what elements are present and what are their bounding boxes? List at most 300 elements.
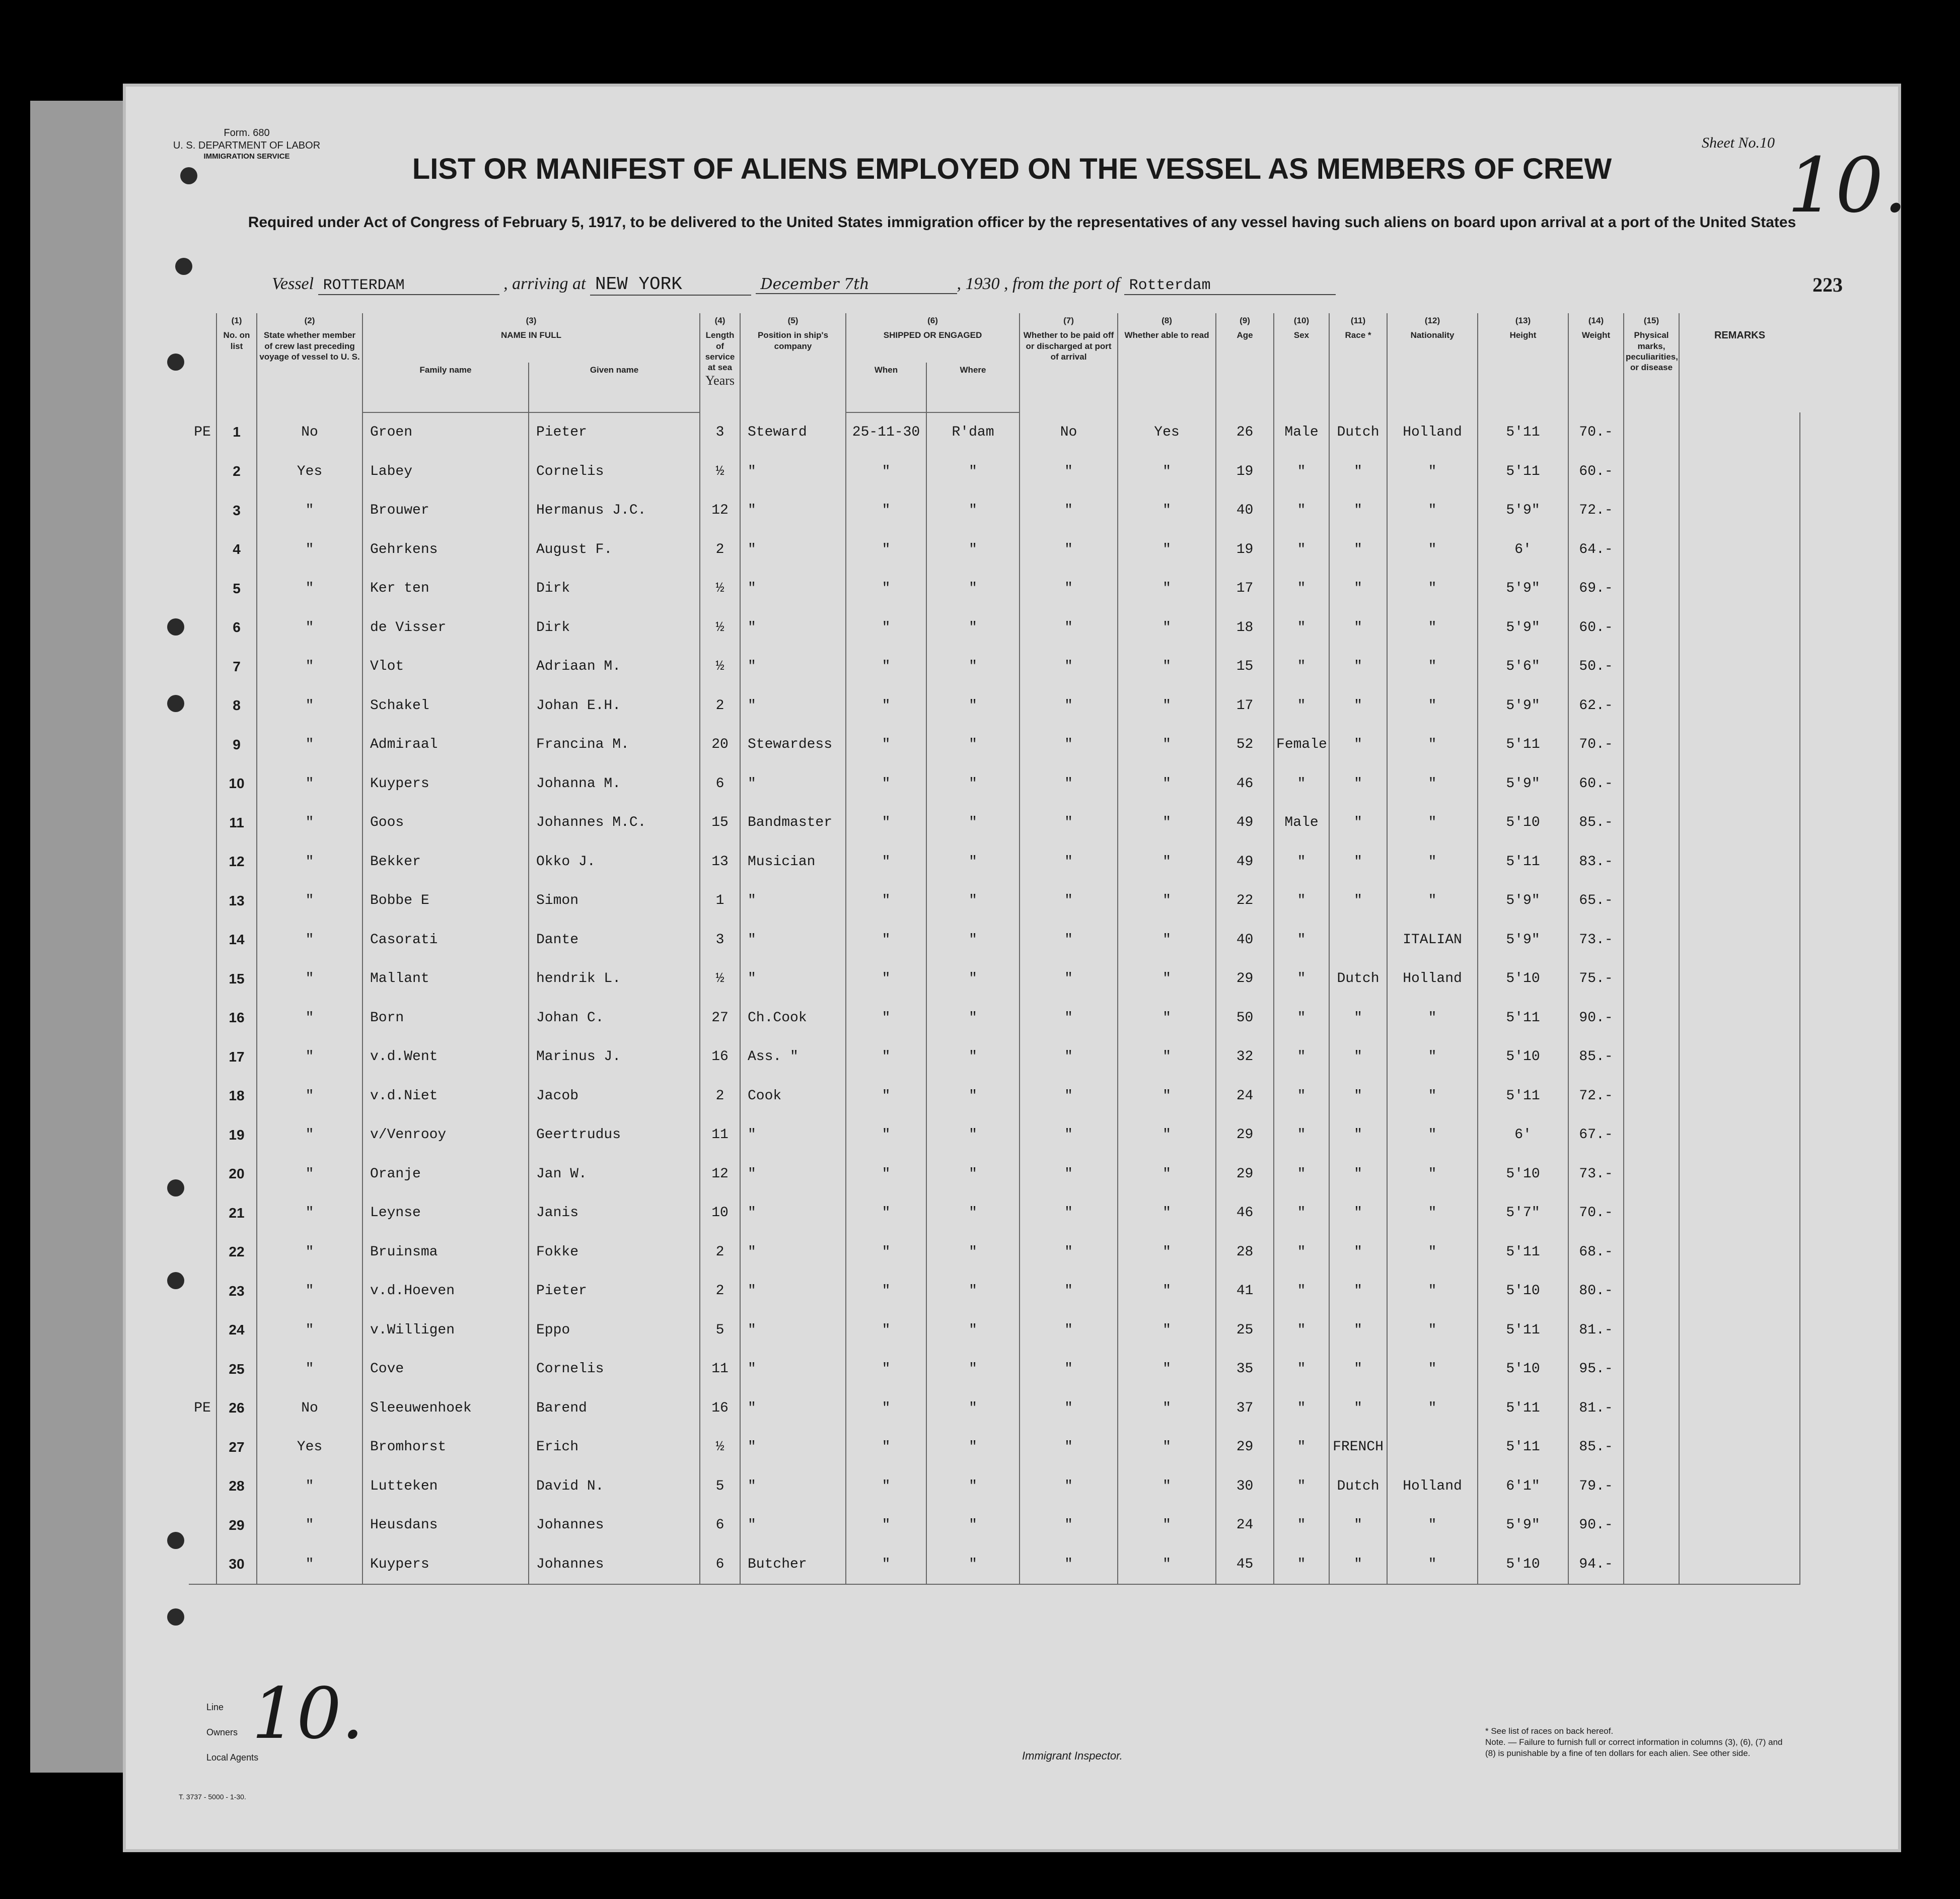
col-when: When [846, 363, 926, 412]
ship-position-cell: Ass. " [740, 1037, 846, 1077]
shipped-where-cell: " [926, 1311, 1020, 1350]
years-of-service-cell: 2 [700, 1272, 740, 1311]
shipped-where-cell: " [926, 686, 1020, 726]
family-name-cell: Lutteken [362, 1467, 529, 1506]
paid-off-cell: " [1020, 1311, 1118, 1350]
able-to-read-cell: " [1118, 881, 1216, 921]
row-mark-cell: PE [189, 412, 216, 452]
years-of-service-cell: 2 [700, 1077, 740, 1116]
ship-position-cell: " [740, 1155, 846, 1194]
able-to-read-cell: " [1118, 1193, 1216, 1233]
physical-marks-cell [1624, 999, 1679, 1038]
given-name-cell: Dante [529, 921, 700, 960]
table-row [189, 959, 1885, 999]
page-title: LIST OR MANIFEST OF ALIENS EMPLOYED ON THE VESSEL AS MEMBERS OF CREW [412, 153, 1612, 185]
nationality-cell: " [1387, 1311, 1478, 1350]
years-of-service-cell: 11 [700, 1350, 740, 1389]
sex-cell: " [1274, 1077, 1329, 1116]
physical-marks-cell [1624, 686, 1679, 726]
shipped-where-cell: R'dam [926, 412, 1020, 452]
ship-position-cell: Stewardess [740, 725, 846, 764]
arrival-date: December 7th [756, 275, 957, 294]
table-row [189, 530, 1885, 570]
handwritten-sheet-number: 10. [1787, 142, 1908, 230]
nationality-cell: " [1387, 1037, 1478, 1077]
row-mark-cell [189, 1350, 216, 1389]
previous-voyage-cell: " [257, 1350, 362, 1389]
weight-cell: 60.- [1568, 452, 1624, 491]
row-mark-cell [189, 1037, 216, 1077]
family-name-cell: Bruinsma [362, 1233, 529, 1272]
able-to-read-cell: " [1118, 1389, 1216, 1428]
nationality-cell: " [1387, 1077, 1478, 1116]
row-mark-cell [189, 1077, 216, 1116]
previous-voyage-cell: " [257, 1077, 362, 1116]
nationality-cell: " [1387, 1233, 1478, 1272]
able-to-read-cell: " [1118, 1037, 1216, 1077]
ship-position-cell: " [740, 452, 846, 491]
able-to-read-cell: " [1118, 1506, 1216, 1545]
ship-position-cell: " [740, 764, 846, 804]
race-cell: " [1329, 725, 1387, 764]
sex-cell: " [1274, 452, 1329, 491]
able-to-read-cell: " [1118, 1467, 1216, 1506]
family-name-cell: Labey [362, 452, 529, 491]
paid-off-cell: " [1020, 530, 1118, 570]
note-fine: Note. — Failure to furnish full or correct information in columns (3), (6), (7) and (8) is punishable by a fine of ten dollars for each alien. See other side. [1485, 1737, 1783, 1759]
table-row [189, 491, 1885, 530]
race-cell: " [1329, 803, 1387, 842]
race-cell: Dutch [1329, 1467, 1387, 1506]
col-given-name: Given name [529, 363, 700, 412]
weight-cell: 83.- [1568, 842, 1624, 882]
age-cell: 52 [1216, 725, 1274, 764]
shipped-when-cell: " [846, 1545, 926, 1585]
sex-cell: " [1274, 608, 1329, 648]
sex-cell: " [1274, 999, 1329, 1038]
previous-voyage-cell: " [257, 959, 362, 999]
remarks-cell [1679, 452, 1800, 491]
nationality-cell: " [1387, 999, 1478, 1038]
weight-cell: 85.- [1568, 1037, 1624, 1077]
weight-cell: 50.- [1568, 647, 1624, 686]
row-mark-cell: PE [189, 1389, 216, 1428]
years-of-service-cell: 2 [700, 1233, 740, 1272]
physical-marks-cell [1624, 842, 1679, 882]
family-name-cell: v.d.Niet [362, 1077, 529, 1116]
physical-marks-cell [1624, 1233, 1679, 1272]
row-mark-cell [189, 1428, 216, 1467]
table-row [189, 1389, 1885, 1428]
ship-position-cell: " [740, 1350, 846, 1389]
nationality-cell: Holland [1387, 1467, 1478, 1506]
nationality-cell: " [1387, 803, 1478, 842]
paid-off-cell: " [1020, 1467, 1118, 1506]
col-family-name: Family name [362, 363, 529, 412]
remarks-cell [1679, 1428, 1800, 1467]
family-name-cell: v.d.Hoeven [362, 1272, 529, 1311]
shipped-when-cell: " [846, 1037, 926, 1077]
nationality-cell: " [1387, 1115, 1478, 1155]
years-of-service-cell: ½ [700, 647, 740, 686]
shipped-where-cell: " [926, 1506, 1020, 1545]
list-number-cell: 25 [216, 1350, 257, 1389]
table-row [189, 1545, 1885, 1585]
shipped-where-cell: " [926, 1545, 1020, 1585]
page-subtitle: Required under Act of Congress of February 5, 1917, to be delivered to the United States immigration officer by the representatives of any vessel having such aliens on board upon arrival at a port of the United States [248, 214, 1796, 231]
shipped-where-cell: " [926, 1233, 1020, 1272]
ship-position-cell: " [740, 1506, 846, 1545]
table-row [189, 921, 1885, 960]
list-number-cell: 5 [216, 569, 257, 608]
previous-voyage-cell: " [257, 1311, 362, 1350]
years-of-service-cell: 13 [700, 842, 740, 882]
years-of-service-cell: 5 [700, 1311, 740, 1350]
able-to-read-cell: " [1118, 1428, 1216, 1467]
paid-off-cell: " [1020, 1077, 1118, 1116]
given-name-cell: David N. [529, 1467, 700, 1506]
nationality-cell: " [1387, 647, 1478, 686]
shipped-when-cell: " [846, 1311, 926, 1350]
row-mark-cell [189, 842, 216, 882]
race-cell: " [1329, 452, 1387, 491]
age-cell: 49 [1216, 842, 1274, 882]
paid-off-cell: " [1020, 803, 1118, 842]
physical-marks-cell [1624, 647, 1679, 686]
row-mark-cell [189, 530, 216, 570]
arrival-year: , 1930 [957, 274, 1000, 293]
remarks-cell [1679, 764, 1800, 804]
physical-marks-cell [1624, 608, 1679, 648]
able-to-read-cell: " [1118, 803, 1216, 842]
given-name-cell: Cornelis [529, 1350, 700, 1389]
able-to-read-cell: " [1118, 1311, 1216, 1350]
family-name-cell: Casorati [362, 921, 529, 960]
nationality-cell: ITALIAN [1387, 921, 1478, 960]
sheet-label: Sheet No. [1702, 134, 1760, 151]
race-cell: Dutch [1329, 412, 1387, 452]
table-row [189, 725, 1885, 764]
sex-cell: " [1274, 1467, 1329, 1506]
paid-off-cell: No [1020, 412, 1118, 452]
paid-off-cell: " [1020, 686, 1118, 726]
shipped-when-cell: " [846, 725, 926, 764]
vessel-line [272, 274, 1336, 296]
years-of-service-cell: 16 [700, 1037, 740, 1077]
remarks-cell [1679, 999, 1800, 1038]
years-of-service-cell: 27 [700, 999, 740, 1038]
table-row [189, 764, 1885, 804]
physical-marks-cell [1624, 764, 1679, 804]
given-name-cell: Dirk [529, 608, 700, 648]
nationality-cell: " [1387, 569, 1478, 608]
weight-cell: 69.- [1568, 569, 1624, 608]
table-row [189, 647, 1885, 686]
age-cell: 22 [1216, 881, 1274, 921]
col-previous-voyage: (2) State whether member of crew last preceding voyage of vessel to U. S. [257, 313, 362, 412]
age-cell: 29 [1216, 1155, 1274, 1194]
years-of-service-cell: 2 [700, 686, 740, 726]
sex-cell: " [1274, 1115, 1329, 1155]
table-row [189, 1193, 1885, 1233]
row-mark-cell [189, 881, 216, 921]
remarks-cell [1679, 1389, 1800, 1428]
shipped-when-cell: " [846, 1155, 926, 1194]
shipped-where-cell: " [926, 1037, 1020, 1077]
previous-voyage-cell: " [257, 569, 362, 608]
ship-position-cell: Steward [740, 412, 846, 452]
physical-marks-cell [1624, 1037, 1679, 1077]
height-cell: 5'11 [1478, 1077, 1568, 1116]
family-name-cell: Kuypers [362, 1545, 529, 1585]
table-row [189, 1428, 1885, 1467]
row-mark-cell [189, 1545, 216, 1585]
height-cell: 5'11 [1478, 999, 1568, 1038]
nationality-cell: " [1387, 1389, 1478, 1428]
list-number-cell: 16 [216, 999, 257, 1038]
footer-local-agents-label: Local Agents [206, 1752, 259, 1763]
footer-owners-label: Owners [206, 1727, 238, 1737]
row-mark-cell [189, 569, 216, 608]
sheet-number [1702, 134, 1775, 152]
able-to-read-cell: " [1118, 608, 1216, 648]
row-mark-cell [189, 1193, 216, 1233]
height-cell: 5'11 [1478, 1233, 1568, 1272]
age-cell: 50 [1216, 999, 1274, 1038]
given-name-cell: Okko J. [529, 842, 700, 882]
previous-voyage-cell: " [257, 491, 362, 530]
able-to-read-cell: " [1118, 1115, 1216, 1155]
family-name-cell: v.Willigen [362, 1311, 529, 1350]
sex-cell: " [1274, 1272, 1329, 1311]
age-cell: 26 [1216, 412, 1274, 452]
list-number-cell: 12 [216, 842, 257, 882]
physical-marks-cell [1624, 530, 1679, 570]
race-cell: " [1329, 686, 1387, 726]
able-to-read-cell: " [1118, 686, 1216, 726]
shipped-where-cell: " [926, 803, 1020, 842]
race-cell: " [1329, 1506, 1387, 1545]
sex-cell: " [1274, 530, 1329, 570]
footer-notes [1485, 1726, 1787, 1759]
physical-marks-cell [1624, 452, 1679, 491]
previous-voyage-cell: " [257, 1233, 362, 1272]
age-cell: 15 [1216, 647, 1274, 686]
nationality-cell: " [1387, 881, 1478, 921]
shipped-when-cell: " [846, 881, 926, 921]
able-to-read-cell: " [1118, 842, 1216, 882]
row-mark-cell [189, 764, 216, 804]
physical-marks-cell [1624, 569, 1679, 608]
physical-marks-cell [1624, 1115, 1679, 1155]
paid-off-cell: " [1020, 999, 1118, 1038]
shipped-where-cell: " [926, 921, 1020, 960]
punch-hole [167, 695, 184, 712]
list-number-cell: 29 [216, 1506, 257, 1545]
shipped-where-cell: " [926, 452, 1020, 491]
weight-cell: 85.- [1568, 1428, 1624, 1467]
nationality-cell: " [1387, 686, 1478, 726]
shipped-where-cell: " [926, 530, 1020, 570]
table-row [189, 842, 1885, 882]
sex-cell: " [1274, 1350, 1329, 1389]
table-row [189, 1233, 1885, 1272]
race-cell: " [1329, 1350, 1387, 1389]
footer-line-label: Line [206, 1702, 224, 1712]
able-to-read-cell: " [1118, 1350, 1216, 1389]
able-to-read-cell: " [1118, 764, 1216, 804]
shipped-when-cell: " [846, 921, 926, 960]
sex-cell: " [1274, 491, 1329, 530]
physical-marks-cell [1624, 881, 1679, 921]
years-of-service-cell: 1 [700, 881, 740, 921]
list-number-cell: 4 [216, 530, 257, 570]
age-cell: 28 [1216, 1233, 1274, 1272]
height-cell: 5'11 [1478, 725, 1568, 764]
department: U. S. DEPARTMENT OF LABOR [173, 140, 321, 151]
age-cell: 17 [1216, 686, 1274, 726]
list-number-cell: 8 [216, 686, 257, 726]
race-cell: " [1329, 764, 1387, 804]
physical-marks-cell [1624, 803, 1679, 842]
given-name-cell: Johan E.H. [529, 686, 700, 726]
remarks-cell [1679, 412, 1800, 452]
height-cell: 5'9" [1478, 1506, 1568, 1545]
shipped-when-cell: " [846, 1115, 926, 1155]
weight-cell: 90.- [1568, 1506, 1624, 1545]
ship-position-cell: " [740, 608, 846, 648]
list-number-cell: 26 [216, 1389, 257, 1428]
row-mark-cell [189, 491, 216, 530]
list-number-cell: 20 [216, 1155, 257, 1194]
nationality-cell: " [1387, 725, 1478, 764]
race-cell: Dutch [1329, 959, 1387, 999]
given-name-cell: Marinus J. [529, 1037, 700, 1077]
nationality-cell: " [1387, 842, 1478, 882]
nationality-cell: " [1387, 1506, 1478, 1545]
height-cell: 5'10 [1478, 1272, 1568, 1311]
note-races: * See list of races on back hereof. [1485, 1726, 1614, 1736]
remarks-cell [1679, 1037, 1800, 1077]
list-number-cell: 13 [216, 881, 257, 921]
race-cell: " [1329, 1233, 1387, 1272]
shipped-where-cell: " [926, 1272, 1020, 1311]
previous-voyage-cell: " [257, 999, 362, 1038]
shipped-where-cell: " [926, 1155, 1020, 1194]
given-name-cell: Johanna M. [529, 764, 700, 804]
paid-off-cell: " [1020, 569, 1118, 608]
punch-hole [175, 258, 192, 275]
family-name-cell: Vlot [362, 647, 529, 686]
years-of-service-cell: 16 [700, 1389, 740, 1428]
shipped-where-cell: " [926, 764, 1020, 804]
weight-cell: 65.- [1568, 881, 1624, 921]
race-cell: " [1329, 569, 1387, 608]
shipped-when-cell: " [846, 647, 926, 686]
vessel-label: Vessel [272, 274, 314, 293]
table-row [189, 1311, 1885, 1350]
paid-off-cell: " [1020, 881, 1118, 921]
row-mark-cell [189, 999, 216, 1038]
sex-cell: " [1274, 842, 1329, 882]
table-row [189, 608, 1885, 648]
shipped-when-cell: " [846, 1193, 926, 1233]
nationality-cell: " [1387, 1272, 1478, 1311]
shipped-where-cell: " [926, 1193, 1020, 1233]
years-of-service-cell: 15 [700, 803, 740, 842]
physical-marks-cell [1624, 959, 1679, 999]
years-of-service-cell: ½ [700, 569, 740, 608]
able-to-read-cell: " [1118, 921, 1216, 960]
age-cell: 41 [1216, 1272, 1274, 1311]
able-to-read-cell: " [1118, 1233, 1216, 1272]
table-row [189, 1272, 1885, 1311]
form-number: Form. 680 [224, 127, 270, 138]
race-cell: " [1329, 1311, 1387, 1350]
weight-cell: 85.- [1568, 803, 1624, 842]
col-no: (1) No. on list [216, 313, 257, 412]
table-row [189, 452, 1885, 491]
able-to-read-cell: " [1118, 1545, 1216, 1585]
paid-off-cell: " [1020, 1545, 1118, 1585]
weight-cell: 90.- [1568, 999, 1624, 1038]
crew-manifest-table [189, 313, 1885, 1585]
remarks-cell [1679, 569, 1800, 608]
shipped-when-cell: " [846, 530, 926, 570]
list-number-cell: 14 [216, 921, 257, 960]
weight-cell: 75.- [1568, 959, 1624, 999]
col-able-to-read: (8) Whether able to read [1118, 313, 1216, 412]
previous-voyage-cell: " [257, 1506, 362, 1545]
row-mark-cell [189, 1311, 216, 1350]
ship-position-cell: Bandmaster [740, 803, 846, 842]
table-row [189, 999, 1885, 1038]
years-of-service-cell: ½ [700, 452, 740, 491]
weight-cell: 70.- [1568, 412, 1624, 452]
previous-voyage-cell: " [257, 1037, 362, 1077]
years-of-service-cell: 2 [700, 530, 740, 570]
table-row [189, 803, 1885, 842]
list-number-cell: 7 [216, 647, 257, 686]
nationality-cell: " [1387, 1193, 1478, 1233]
family-name-cell: Admiraal [362, 725, 529, 764]
ship-position-cell: " [740, 921, 846, 960]
race-cell: " [1329, 1545, 1387, 1585]
remarks-cell [1679, 959, 1800, 999]
paid-off-cell: " [1020, 647, 1118, 686]
punch-hole [167, 1179, 184, 1197]
given-name-cell: Johannes [529, 1506, 700, 1545]
paid-off-cell: " [1020, 1389, 1118, 1428]
race-cell: " [1329, 1077, 1387, 1116]
sex-cell: " [1274, 881, 1329, 921]
weight-cell: 60.- [1568, 764, 1624, 804]
physical-marks-cell [1624, 1428, 1679, 1467]
weight-cell: 64.- [1568, 530, 1624, 570]
weight-cell: 79.- [1568, 1467, 1624, 1506]
given-name-cell: August F. [529, 530, 700, 570]
sex-cell: " [1274, 1545, 1329, 1585]
remarks-cell [1679, 491, 1800, 530]
col-race: (11) Race * [1329, 313, 1387, 412]
shipped-when-cell: " [846, 1506, 926, 1545]
shipped-where-cell: " [926, 1389, 1020, 1428]
remarks-cell [1679, 1233, 1800, 1272]
row-mark-cell [189, 647, 216, 686]
physical-marks-cell [1624, 725, 1679, 764]
sex-cell: Male [1274, 803, 1329, 842]
height-cell: 5'9" [1478, 608, 1568, 648]
